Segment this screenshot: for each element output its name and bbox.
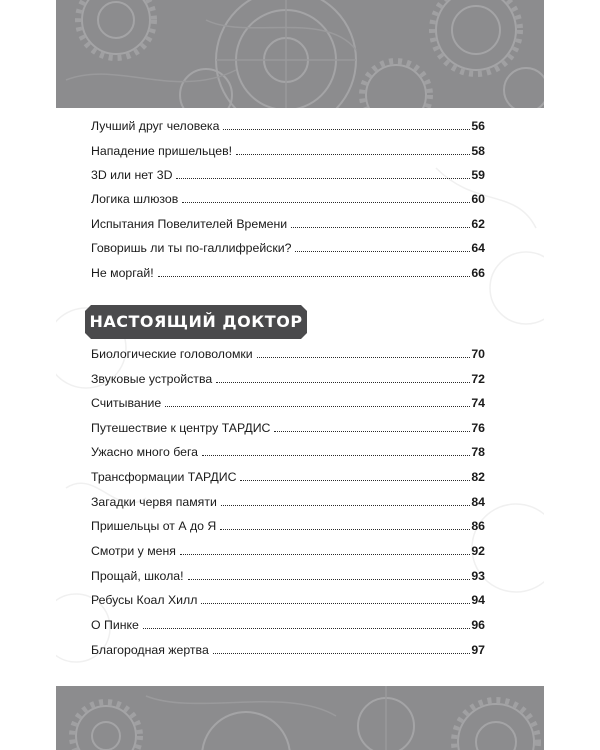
- toc-entry-page: 58: [471, 144, 485, 158]
- toc-entry-page: 96: [471, 618, 485, 632]
- toc-entry-title: Путешествие к центру ТАРДИС: [91, 421, 271, 435]
- toc-entry-page: 76: [471, 421, 485, 435]
- gear-pattern-icon: [56, 686, 544, 750]
- toc-entry[interactable]: [91, 617, 485, 633]
- toc-leader-dots: [216, 381, 470, 383]
- toc-entry-title: Смотри у меня: [91, 544, 176, 558]
- section-heading: [85, 305, 307, 339]
- bottom-decorative-band: [56, 686, 544, 750]
- toc-entry-title: Прощай, школа!: [91, 569, 184, 583]
- toc-leader-dots: [236, 153, 470, 155]
- toc-entry[interactable]: [91, 444, 485, 460]
- toc-leader-dots: [165, 405, 470, 407]
- toc-leader-dots: [221, 504, 470, 506]
- toc-entry[interactable]: [91, 494, 485, 510]
- toc-leader-dots: [291, 226, 470, 228]
- toc-entry[interactable]: [91, 543, 485, 559]
- toc-leader-dots: [223, 128, 470, 130]
- toc-entry[interactable]: [91, 395, 485, 411]
- toc-entry-title: Лучший друг человека: [91, 119, 220, 133]
- toc-entry[interactable]: [91, 167, 485, 183]
- toc-entry-title: Трансформации ТАРДИС: [91, 470, 237, 484]
- toc-entry-title: 3D или нет 3D: [91, 168, 173, 182]
- toc-entry[interactable]: [91, 420, 485, 436]
- toc-entry[interactable]: [91, 371, 485, 387]
- toc-entry-page: 74: [471, 396, 485, 410]
- toc-entry-title: Нападение пришельцев!: [91, 144, 233, 158]
- toc-entry-title: Считывание: [91, 396, 162, 410]
- toc-entry-page: 66: [471, 266, 485, 280]
- toc-entry-page: 59: [471, 168, 485, 182]
- toc-leader-dots: [202, 454, 470, 456]
- toc-entry-page: 70: [471, 347, 485, 361]
- toc-entry-page: 56: [471, 119, 485, 133]
- top-decorative-band: [56, 0, 544, 108]
- toc-entry-page: 93: [471, 569, 485, 583]
- toc-entry[interactable]: [91, 642, 485, 658]
- toc-leader-dots: [180, 553, 470, 555]
- toc-entry[interactable]: [91, 240, 485, 256]
- toc-entry-page: 94: [471, 593, 485, 607]
- toc-leader-dots: [182, 201, 470, 203]
- toc-entry[interactable]: [91, 346, 485, 362]
- toc-entry-title: Благородная жертва: [91, 643, 209, 657]
- toc-entry-page: 60: [471, 192, 485, 206]
- toc-entry-page: 97: [471, 643, 485, 657]
- toc-leader-dots: [158, 275, 470, 277]
- toc-entry[interactable]: [91, 265, 485, 281]
- toc-entry-title: Логика шлюзов: [91, 192, 179, 206]
- toc-entry-page: 82: [471, 470, 485, 484]
- toc-entry[interactable]: [91, 469, 485, 485]
- toc-leader-dots: [213, 652, 470, 654]
- toc-entry-title: Говоришь ли ты по-галлифрейски?: [91, 241, 292, 255]
- toc-leader-dots: [240, 479, 470, 481]
- toc-entry[interactable]: [91, 216, 485, 232]
- toc-entry-page: 92: [471, 544, 485, 558]
- toc-entry-title: Не моргай!: [91, 266, 154, 280]
- toc-entry-title: Загадки червя памяти: [91, 495, 217, 509]
- toc-entry[interactable]: [91, 191, 485, 207]
- toc-entry[interactable]: [91, 118, 485, 134]
- toc-leader-dots: [188, 578, 470, 580]
- toc-entry[interactable]: [91, 568, 485, 584]
- toc-entry-page: 86: [471, 519, 485, 533]
- toc-leader-dots: [274, 430, 470, 432]
- toc-leader-dots: [201, 602, 470, 604]
- toc-entry-title: Ребусы Коал Хилл: [91, 593, 198, 607]
- toc-entry[interactable]: [91, 143, 485, 159]
- toc-entry-title: Пришельцы от А до Я: [91, 519, 217, 533]
- toc-entry-title: Испытания Повелителей Времени: [91, 217, 288, 231]
- toc-entry[interactable]: [91, 518, 485, 534]
- toc-leader-dots: [220, 528, 470, 530]
- toc-entry-page: 72: [471, 372, 485, 386]
- toc-entry-title: Биологические головоломки: [91, 347, 253, 361]
- toc-entry[interactable]: [91, 592, 485, 608]
- toc-entry-page: 84: [471, 495, 485, 509]
- toc-leader-dots: [176, 177, 470, 179]
- toc-leader-dots: [295, 250, 470, 252]
- toc-leader-dots: [257, 356, 470, 358]
- toc-entry-title: Звуковые устройства: [91, 372, 213, 386]
- toc-entry-page: 64: [471, 241, 485, 255]
- gear-pattern-icon: [56, 0, 544, 108]
- toc-entry-page: 78: [471, 445, 485, 459]
- toc-entry-title: О Пинке: [91, 618, 139, 632]
- toc-entry-title: Ужасно много бега: [91, 445, 199, 459]
- section-title: НАСТОЯЩИЙ ДОКТОР: [89, 312, 303, 331]
- toc-entry-page: 62: [471, 217, 485, 231]
- toc-leader-dots: [143, 627, 470, 629]
